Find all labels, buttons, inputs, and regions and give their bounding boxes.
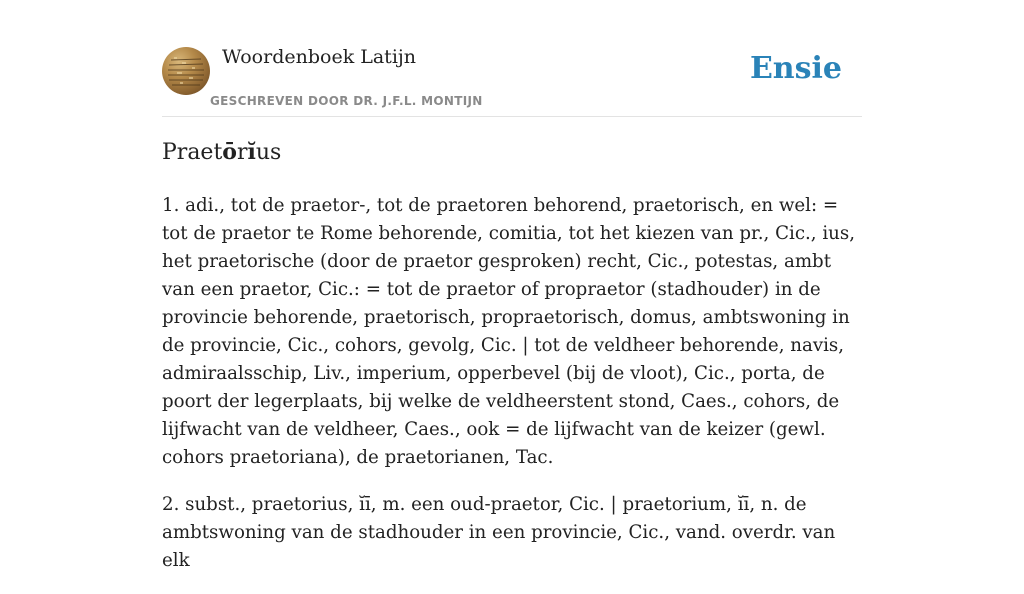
inscription-tablet-icon bbox=[162, 47, 210, 95]
entry-paragraph: 1. adi., tot de praetor-, tot de praetoren behorend, praetorisch, en wel: = tot de praetor te Rome behorende, comitia, tot het kiezen van pr., Cic., ius, het praetorische (door de praetor gesproken) recht, Cic., potestas, ambt van een praetor, Cic.: = tot de praetor of propraetor (stadhouder) in de provincie behorende, praetorisch, propraetorisch, domus, ambtswoning in de provincie, Cic., cohors, gevolg, Cic. | tot de veldheer behorende, navis, admiraalsschip, Liv., imperium, opperbevel (bij de vloot), Cic., porta, de poort der legerplaats, bij welke de veldheerstent stond, Caes., cohors, de lijfwacht van de veldheer, Caes., ook = de lijfwacht van de keizer (gewl. cohors praetoriana), de praetorianen, Tac. bbox=[162, 195, 855, 468]
entry-title-long-vowel: ō bbox=[222, 139, 237, 165]
entry-title-part: r bbox=[236, 140, 248, 165]
entry-paragraph: 2. subst., praetorius, ĭī, m. een oud-praetor, Cic. | praetorium, ĭī, n. de ambtswoning van de stadhouder in een provincie, Cic., vand. overdr. van elk bbox=[162, 494, 836, 571]
entry-title-part: Praet bbox=[162, 140, 223, 165]
header bbox=[162, 45, 862, 117]
book-title[interactable]: Woordenboek Latijn bbox=[222, 46, 417, 68]
book-author: GESCHREVEN DOOR DR. J.F.L. MONTIJN bbox=[210, 94, 483, 108]
entry-title-part: us bbox=[255, 140, 282, 165]
avatar[interactable] bbox=[162, 47, 210, 95]
entry-body bbox=[162, 192, 867, 594]
entry-title-short-vowel: ĭ bbox=[247, 139, 256, 165]
entry-title bbox=[162, 139, 281, 165]
brand-logo[interactable]: Ensie bbox=[749, 51, 842, 86]
